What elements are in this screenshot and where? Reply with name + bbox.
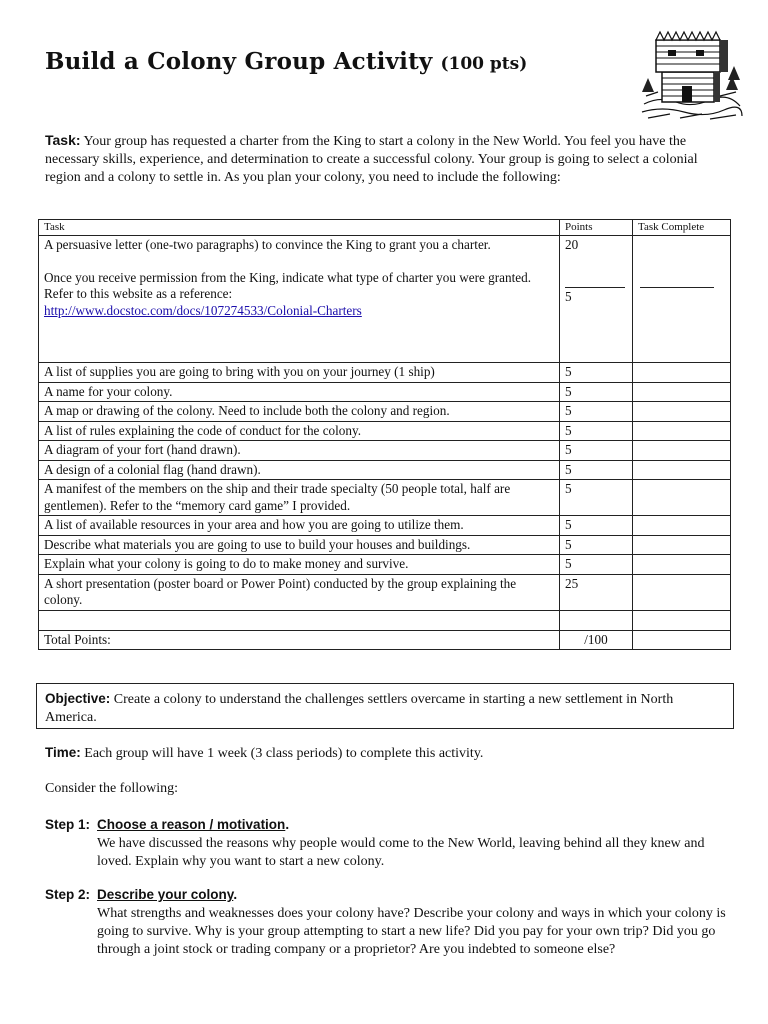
task-text: Your group has requested a charter from the King to start a colony in the New World. You feel you have the necessary skills, experience, and determination to create a successful colony. Your group is going to select a colonial region and a colony to settle in. As you plan your colony, you need to include the following: (45, 134, 698, 185)
points-cell: 5 (560, 555, 633, 575)
task-cell: A design of a colonial flag (hand drawn). (39, 460, 560, 480)
task-cell: A diagram of your fort (hand drawn). (39, 441, 560, 461)
task-letter: A persuasive letter (one-two paragraphs) to convince the King to grant you a charter. (44, 237, 491, 252)
page-title (45, 48, 527, 75)
task-cell: A list of supplies you are going to bring with you on your journey (1 ship) (39, 363, 560, 383)
points-cell: 25 (560, 574, 633, 610)
step-2-title: Describe your colony (97, 887, 234, 902)
title-text: Build a Colony Group Activity (45, 48, 433, 75)
task-cell: A short presentation (poster board or Power Point) conducted by the group explaining the colony. (39, 574, 560, 610)
complete-cell[interactable] (633, 516, 731, 536)
table-row (39, 535, 731, 555)
step-1: Step 1: Choose a reason / motivation. We have discussed the reasons why people would come to the New World, leaving behind all they knew and loved. Explain why you want to start a new colony. (45, 816, 735, 871)
time-paragraph (45, 744, 735, 763)
consider-text: Consider the following: (45, 781, 178, 796)
table-row (39, 402, 731, 422)
points-cell: 5 (560, 516, 633, 536)
task-charter: Once you receive permission from the King, indicate what type of charter you were granted. Refer to this website as a reference: (44, 269, 532, 301)
task-cell: A name for your colony. (39, 382, 560, 402)
points-letter: 20 (565, 237, 579, 252)
task-cell: A map or drawing of the colony. Need to include both the colony and region. (39, 402, 560, 422)
step-2: Step 2: Describe your colony. What strengths and weaknesses does your colony have? Describe your colony and ways in which your colony is going to survive. Why is your group attempting to start a new life? Did you pay for your own trip? Did you go through a joint stock or trading company or a proprietor? Are you indebted to someone else? (45, 886, 735, 959)
total-value: /100 (560, 630, 633, 650)
task-cell (39, 610, 560, 630)
table-row (39, 421, 731, 441)
table-header-row (39, 220, 731, 236)
task-cell: Explain what your colony is going to do to make money and survive. (39, 555, 560, 575)
complete-cell[interactable] (633, 535, 731, 555)
complete-cell[interactable] (633, 480, 731, 516)
task-table (38, 219, 731, 650)
title-points: (100 pts) (440, 54, 528, 74)
table-row (39, 555, 731, 575)
step-2-label: Step 2: (45, 887, 91, 902)
points-cell: 5 (560, 480, 633, 516)
points-blank-line (565, 287, 625, 288)
complete-cell[interactable] (633, 441, 731, 461)
points-cell: 5 (560, 382, 633, 402)
complete-cell[interactable] (633, 363, 731, 383)
points-cell (560, 236, 633, 363)
header-points: Points (560, 220, 633, 236)
task-cell (39, 236, 560, 363)
task-cell: A manifest of the members on the ship and their trade specialty (50 people total, half are gentlemen). Refer to the “memory card game” I provided. (39, 480, 560, 516)
total-row (39, 630, 731, 650)
table-row (39, 382, 731, 402)
objective-text: Create a colony to understand the challenges settlers overcame in starting a new settlement in North America. (45, 692, 674, 725)
points-cell (560, 610, 633, 630)
complete-cell[interactable] (633, 421, 731, 441)
task-label: Task: (45, 132, 81, 148)
table-row (39, 363, 731, 383)
time-label: Time: (45, 745, 81, 760)
header-task-complete: Task Complete (633, 220, 731, 236)
complete-blank-line (640, 287, 714, 288)
table-row (39, 574, 731, 610)
complete-cell[interactable] (633, 610, 731, 630)
complete-cell[interactable] (633, 402, 731, 422)
header-task: Task (39, 220, 560, 236)
charter-link[interactable]: http://www.docstoc.com/docs/107274533/Colonial-Charters (44, 302, 362, 318)
complete-cell[interactable] (633, 382, 731, 402)
points-cell: 5 (560, 535, 633, 555)
complete-cell[interactable] (633, 574, 731, 610)
table-row (39, 480, 731, 516)
table-row (39, 516, 731, 536)
points-cell: 5 (560, 363, 633, 383)
table-row (39, 441, 731, 461)
task-cell: Describe what materials you are going to use to build your houses and buildings. (39, 535, 560, 555)
complete-cell[interactable] (633, 460, 731, 480)
table-row (39, 236, 731, 363)
points-cell: 5 (560, 402, 633, 422)
complete-cell[interactable] (633, 236, 731, 363)
time-text: Each group will have 1 week (3 class periods) to complete this activity. (84, 746, 484, 761)
points-cell: 5 (560, 460, 633, 480)
task-cell: A list of available resources in your area and how you are going to utilize them. (39, 516, 560, 536)
step-2-body: What strengths and weaknesses does your colony have? Describe your colony and ways in which your colony is going to survive. Why is your group attempting to start a new life? Did you pay for your own trip? Did you go through a joint stock or trading company or a proprietor? Are you indebted to someone else? (97, 906, 726, 957)
step-1-label: Step 1: (45, 817, 91, 832)
objective-box (36, 683, 734, 729)
step-1-title: Choose a reason / motivation (97, 817, 286, 832)
points-cell: 5 (560, 441, 633, 461)
points-cell: 5 (560, 421, 633, 441)
task-intro (45, 131, 735, 187)
objective-label: Objective: (45, 691, 111, 706)
step-1-body: We have discussed the reasons why people would come to the New World, leaving behind all they knew and loved. Explain why you want to start a new colony. (97, 836, 705, 869)
task-cell: A list of rules explaining the code of conduct for the colony. (39, 421, 560, 441)
fort-illustration (640, 26, 744, 122)
table-row (39, 460, 731, 480)
complete-cell[interactable] (633, 555, 731, 575)
total-label: Total Points: (39, 630, 560, 650)
total-complete-cell[interactable] (633, 630, 731, 650)
table-row (39, 610, 731, 630)
points-charter: 5 (565, 289, 572, 304)
